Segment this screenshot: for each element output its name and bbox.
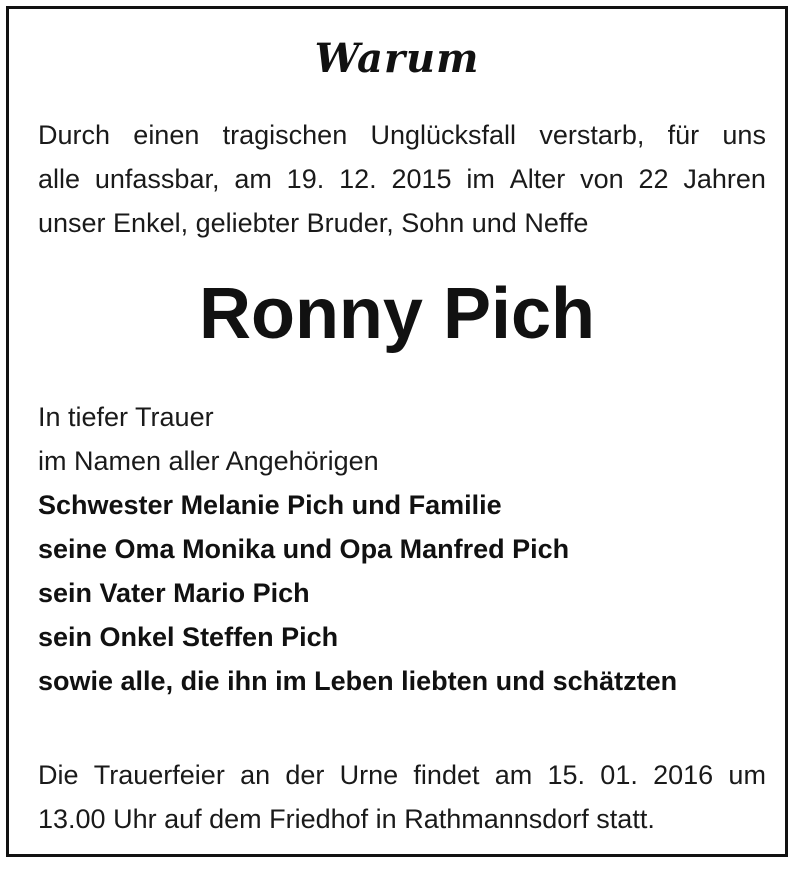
intro-word: einen xyxy=(133,120,200,150)
intro-word: 19. xyxy=(286,164,325,194)
heading: Warum xyxy=(314,35,480,82)
intro-word: Durch xyxy=(38,120,111,150)
intro-word: Jahren xyxy=(683,164,766,194)
intro-word: Alter xyxy=(509,164,566,194)
intro-word: für xyxy=(667,120,700,150)
mourning-line: In tiefer Trauer xyxy=(38,402,214,432)
funeral-word: 15. xyxy=(547,760,586,790)
intro-word: verstarb, xyxy=(539,120,645,150)
funeral-word: Trauerfeier xyxy=(93,760,225,790)
family-line: seine Oma Monika und Opa Manfred Pich xyxy=(38,534,570,564)
intro-word: alle xyxy=(38,164,81,194)
funeral-word: um xyxy=(728,760,766,790)
funeral-info xyxy=(38,753,766,841)
funeral-word: am xyxy=(494,760,533,790)
funeral-word: Urne xyxy=(339,760,399,790)
funeral-line-1 xyxy=(38,753,766,797)
intro-line-1 xyxy=(38,113,766,157)
family-line: sowie alle, die ihn im Leben liebten und schätzten xyxy=(38,666,678,696)
intro-word: 22 xyxy=(638,164,669,194)
deceased-name: Ronny Pich xyxy=(198,274,596,354)
funeral-word: 2016 xyxy=(653,760,714,790)
intro-word: tragischen xyxy=(222,120,348,150)
intro-text xyxy=(38,113,766,245)
intro-word: 12. xyxy=(339,164,377,194)
intro-word: uns xyxy=(722,120,766,150)
intro-line-2 xyxy=(38,157,766,201)
intro-word: am xyxy=(234,164,272,194)
relatives-line: im Namen aller Angehörigen xyxy=(38,446,379,476)
intro-word: unfassbar, xyxy=(94,164,220,194)
family-line: sein Vater Mario Pich xyxy=(38,578,310,608)
funeral-word: an xyxy=(240,760,271,790)
funeral-word: findet xyxy=(413,760,480,790)
funeral-word: Die xyxy=(38,760,79,790)
obituary-notice xyxy=(6,6,788,857)
funeral-word: 01. xyxy=(600,760,638,790)
family-line: Schwester Melanie Pich und Familie xyxy=(38,490,502,520)
funeral-word: der xyxy=(285,760,325,790)
intro-line-3: unser Enkel, geliebter Bruder, Sohn und Neffe xyxy=(38,208,589,238)
mourners-block xyxy=(38,395,677,703)
family-line: sein Onkel Steffen Pich xyxy=(38,622,339,652)
intro-word: im xyxy=(466,164,495,194)
intro-word: 2015 xyxy=(391,164,452,194)
intro-word: von xyxy=(580,164,624,194)
intro-word: Unglücksfall xyxy=(370,120,517,150)
funeral-line-2: 13.00 Uhr auf dem Friedhof in Rathmannsdorf statt. xyxy=(38,804,655,834)
